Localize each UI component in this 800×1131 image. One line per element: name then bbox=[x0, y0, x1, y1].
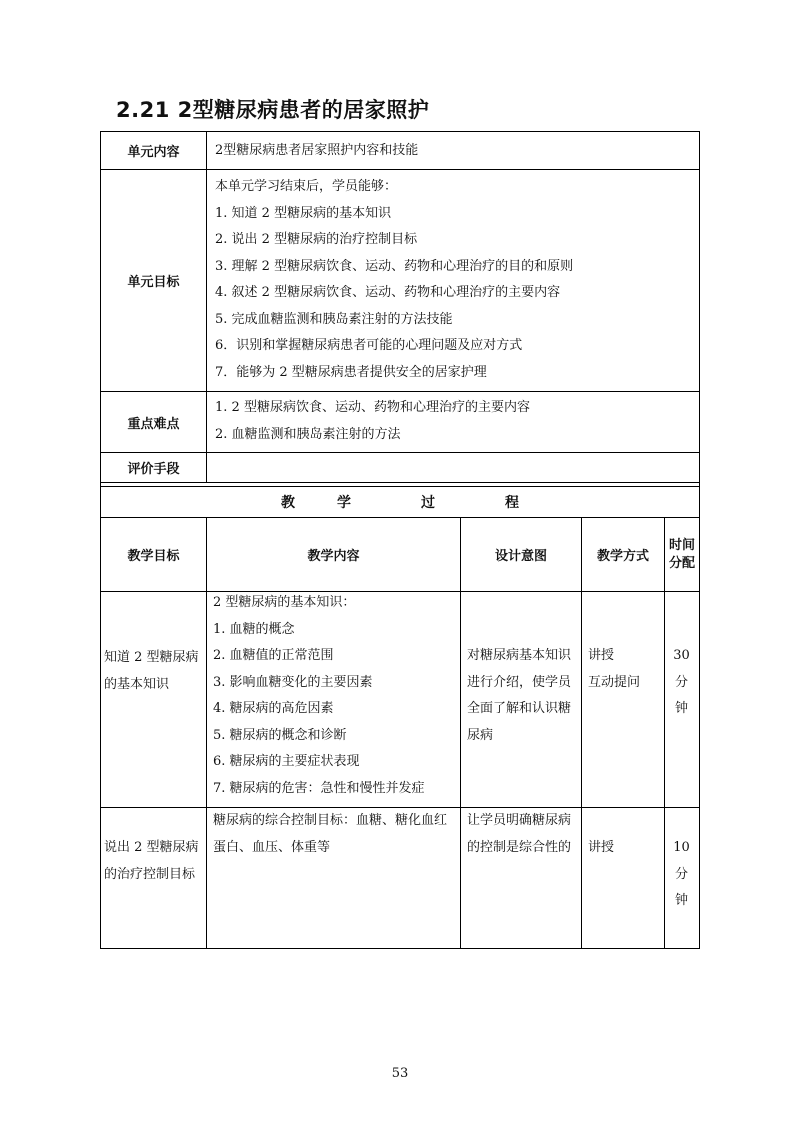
row1-content-intro: 2 型糖尿病的基本知识： bbox=[213, 595, 356, 610]
row1-time bbox=[664, 643, 699, 723]
evaluation-value bbox=[215, 453, 695, 482]
objective-item: 6．识别和掌握糖尿病患者可能的心理问题及应对方式 bbox=[215, 338, 523, 353]
objective-item: 1. 知道 2 型糖尿病的基本知识 bbox=[215, 205, 392, 221]
key-point-item: 2. 血糖监测和胰岛素注射的方法 bbox=[215, 426, 401, 442]
row2-time-value: 10 bbox=[673, 840, 690, 855]
evaluation-label: 评价手段 bbox=[127, 462, 180, 477]
objective-item: 7．能够为 2 型糖尿病患者提供安全的居家护理 bbox=[215, 364, 487, 380]
key-point-item: 1. 2 型糖尿病饮食、运动、药物和心理治疗的主要内容 bbox=[215, 400, 530, 415]
header-content: 教学内容 bbox=[307, 549, 360, 564]
row1-method-item: 互动提问 bbox=[588, 674, 641, 690]
header-objective: 教学目标 bbox=[127, 549, 180, 564]
row1-content-item: 7. 糖尿病的危害：急性和慢性并发症 bbox=[213, 780, 425, 796]
header-method: 教学方式 bbox=[596, 549, 649, 564]
key-points-list bbox=[215, 395, 695, 448]
row2-objective: 说出 2 型糖尿病的治疗控制目标 bbox=[104, 840, 199, 882]
row1-method-item: 讲授 bbox=[588, 648, 615, 663]
row2-method-item: 讲授 bbox=[588, 840, 615, 855]
row1-objective: 知道 2 型糖尿病的基本知识 bbox=[104, 650, 199, 692]
unit-content-value: 2型糖尿病患者居家照护内容和技能 bbox=[215, 143, 419, 158]
objective-item: 3. 理解 2 型糖尿病饮食、运动、药物和心理治疗的目的和原则 bbox=[215, 258, 574, 274]
row2-design: 让学员明确糖尿病的控制是综合性的 bbox=[467, 813, 572, 855]
unit-objectives-intro: 本单元学习结束后，学员能够： bbox=[215, 179, 398, 194]
objective-item: 2. 说出 2 型糖尿病的治疗控制目标 bbox=[215, 232, 418, 247]
row2-time-unit: 分钟 bbox=[674, 866, 688, 908]
row2-content: 糖尿病的综合控制目标：血糖、糖化血红蛋白、血压、体重等 bbox=[213, 813, 448, 855]
row1-content-item: 4. 糖尿病的高危因素 bbox=[213, 701, 334, 716]
header-time: 时间分配 bbox=[668, 538, 695, 571]
row1-content-item: 6. 糖尿病的主要症状表现 bbox=[213, 754, 360, 769]
key-points-label: 重点难点 bbox=[127, 416, 180, 432]
unit-objectives-list bbox=[215, 174, 695, 386]
row1-time-value: 30 bbox=[673, 648, 690, 663]
header-design: 设计意图 bbox=[494, 549, 547, 564]
row2-methods bbox=[588, 835, 662, 862]
unit-content-label: 单元内容 bbox=[127, 145, 180, 160]
section-title: 2.21 2型糖尿病患者的居家照护 bbox=[116, 98, 430, 122]
row1-content-item: 2. 血糖值的正常范围 bbox=[213, 648, 334, 663]
row1-content-item: 3. 影响血糖变化的主要因素 bbox=[213, 674, 373, 690]
row1-methods bbox=[588, 643, 662, 696]
row1-design: 对糖尿病基本知识进行介绍，使学员全面了解和认识糖尿病 bbox=[467, 648, 572, 743]
row1-time-unit: 分钟 bbox=[674, 674, 688, 716]
row1-content-item: 1. 血糖的概念 bbox=[213, 621, 295, 637]
objective-item: 4. 叙述 2 型糖尿病饮食、运动、药物和心理治疗的主要内容 bbox=[215, 285, 561, 300]
row1-content bbox=[213, 590, 458, 802]
page-number: 53 bbox=[391, 1066, 409, 1081]
objective-item: 5. 完成血糖监测和胰岛素注射的方法技能 bbox=[215, 311, 453, 327]
row2-time bbox=[664, 835, 699, 915]
row1-content-item: 5. 糖尿病的概念和诊断 bbox=[213, 727, 347, 743]
process-title: 教 学 过 程 bbox=[281, 495, 519, 511]
unit-objectives-label: 单元目标 bbox=[127, 275, 180, 290]
